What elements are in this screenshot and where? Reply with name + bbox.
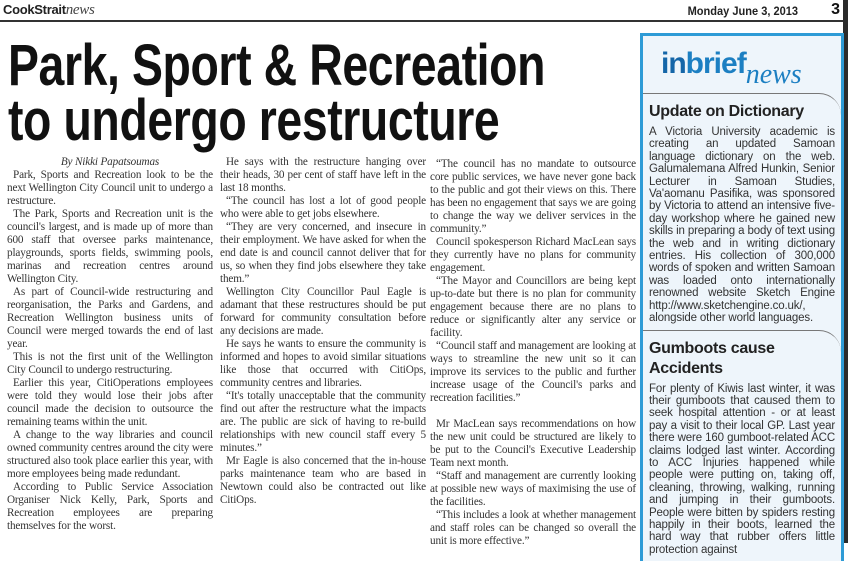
brand-suffix: news xyxy=(66,2,95,18)
article-column-1 xyxy=(7,156,213,533)
paragraph: Mr MacLean says recommendations on how the new unit could be structured are likely to be put to the Council's Executive Leadership Team next month. xyxy=(430,418,636,470)
paragraph: This is not the first unit of the Wellington City Council to undergo restructuring. xyxy=(7,351,213,377)
brief-title: Update on Dictionary xyxy=(649,102,835,122)
in-brief-logo xyxy=(643,36,841,93)
paragraph: “The Mayor and Councillors are being kept up-to-date but there is no plan for community engagement because there are no plans to reduce or significantly alter any service or facility. xyxy=(430,275,636,340)
brief-body: A Victoria University academic is creating an updated Samoan language dictionary on the web. Galumalemana Alfred Hunkin, Senior Lecturer in Samoan Studies, Va'aomanu Pasifika, was sponsored by Victoria to attend an intensive five-day workshop where he gained new skills in preparing a body of text using the web and in writing dictionary entries. His collection of 300,000 words of spoken and written Samoan was loaded onto internationally renowned website Sketch Engine http://www.sketchengine.co.uk/, alongside other world languages. xyxy=(649,126,835,325)
paragraph: He says he wants to ensure the community is informed and hopes to avoid similar situations like those that occurred with CitiOps, community centres and libraries. xyxy=(220,338,426,390)
paragraph: According to Public Service Association Organiser Nick Kelly, Park, Sports and Recreation employees are preparing themselves for the worst. xyxy=(7,481,213,533)
issue-date: Monday June 3, 2013 xyxy=(688,4,798,18)
paragraph: Park, Sports and Recreation look to be the next Wellington City Council unit to undergo a restructure. xyxy=(7,169,213,208)
logo-in: in xyxy=(661,47,686,80)
brief-body: For plenty of Kiwis last winter, it was their gumboots that caused them to seek hospital attention - or at least pay a visit to their local GP. Last year there were 160 gumboot-related ACC claims lodged last winter. According to ACC Injuries happened while people were putting on, taking off, cleaning, throwing, walking, running and jumping in their gumboots. People were bitten by spiders resting happily in their boots, learned the hard way that rubber offers little protection against xyxy=(649,383,835,557)
paragraph: “The council has lost a lot of good people who were able to get jobs elsewhere. xyxy=(220,195,426,221)
paragraph: “It's totally unacceptable that the community find out after the restructure what the impacts are. The public are sick of having to re-build relationships with new council staff every 5 minutes.” xyxy=(220,390,426,455)
brief-title: Gumboots cause Accidents xyxy=(649,339,835,379)
article-column-3 xyxy=(430,158,636,548)
headline-line-2: to undergo restructure xyxy=(8,93,648,148)
brief-story xyxy=(643,330,841,561)
paragraph: “The council has no mandate to outsource core public services, we have never gone back to the public and got their views on this. There has been no engagement that says we are going to change the way we deliver services in the community.” xyxy=(430,158,636,236)
publication-logo xyxy=(3,2,95,19)
brand-name: CookStrait xyxy=(3,2,66,17)
paragraph: The Park, Sports and Recreation unit is the council's largest, and is made up of more than 600 staff that oversee parks maintenance, playgrounds, sports fields, swimming pools, marinas and recreation centres around Wellington City. xyxy=(7,208,213,286)
paragraph: Earlier this year, CitiOperations employees were told they would lose their jobs after council made the decision to outsource the remaining teams within the unit. xyxy=(7,377,213,429)
logo-brief: brief xyxy=(686,47,746,80)
page-number: 3 xyxy=(831,1,840,19)
logo-news: news xyxy=(746,59,802,90)
in-brief-sidebar xyxy=(640,33,844,561)
headline xyxy=(8,38,648,148)
paragraph: As part of Council-wide restructuring and reorganisation, the Parks and Gardens, and Recreation Wellington business units of Council were merged towards the end of last year. xyxy=(7,286,213,351)
paragraph: “Staff and management are currently looking at possible new ways of maximising the use of the facilities. xyxy=(430,470,636,509)
paragraph: “This includes a look at whether management and staff roles can be changed so overall the unit is more effective.” xyxy=(430,509,636,548)
headline-line-1: Park, Sport & Recreation xyxy=(8,38,648,93)
brief-story xyxy=(643,93,841,330)
byline: By Nikki Papatsoumas xyxy=(7,156,213,169)
article-column-2 xyxy=(220,156,426,507)
paragraph: “Council staff and management are looking at ways to streamline the new unit so it can improve its services to the public and further increase usage of the Council's parks and recreation facilities.” xyxy=(430,340,636,405)
masthead xyxy=(0,0,848,22)
paragraph: A change to the way libraries and council owned community centres around the city were structured also took place earlier this year, with more employees being made redundant. xyxy=(7,429,213,481)
paragraph: He says with the restructure hanging over their heads, 30 per cent of staff have left in the last 18 months. xyxy=(220,156,426,195)
paragraph: Council spokesperson Richard MacLean says they currently have no plans for community engagement. xyxy=(430,236,636,275)
paragraph: Mr Eagle is also concerned that the in-house parks maintenance team who are based in Newtown could also be contracted out like CitiOps. xyxy=(220,455,426,507)
paragraph: “They are very concerned, and insecure in their employment. We have asked for when the end date is and council cannot deliver that for us, so when they find jobs elsewhere they take them.” xyxy=(220,221,426,286)
paragraph: Wellington City Councillor Paul Eagle is adamant that these restructures should be put forward for community consultation before any decisions are made. xyxy=(220,286,426,338)
